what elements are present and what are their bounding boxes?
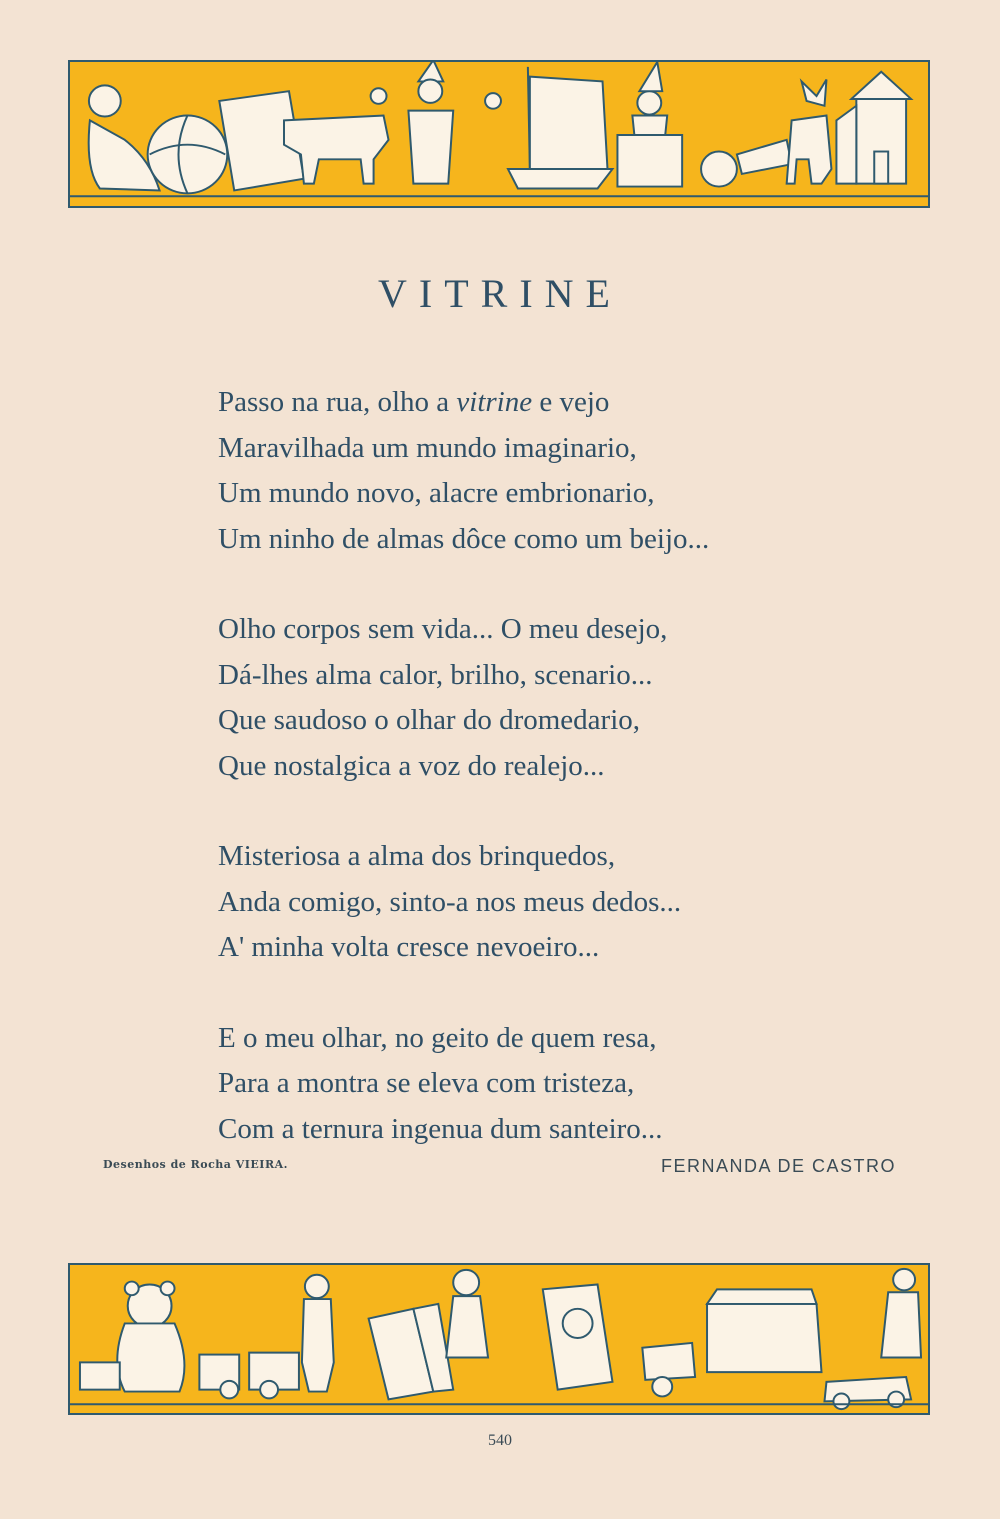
poem-line: A' minha volta cresce nevoeiro... — [218, 931, 600, 963]
poem-line: Um mundo novo, alacre embrionario, — [218, 477, 655, 509]
stanza-4 — [218, 1016, 918, 1153]
line-text: Passo na rua, olho a — [218, 386, 457, 418]
stanza-3 — [218, 834, 918, 971]
poem-line: Que saudoso o olhar do dromedario, — [218, 704, 641, 736]
stanza-2 — [218, 607, 918, 789]
poem-title: VITRINE — [378, 271, 622, 316]
poem-line: Anda comigo, sinto-a nos meus dedos... — [218, 885, 682, 918]
italic-word: vitrine — [456, 386, 533, 418]
toys-drawing-bottom — [70, 1265, 928, 1413]
poem-line: Maravilhada um mundo imaginario, — [218, 431, 637, 464]
poem-line: Para a montra se eleva com tristeza, — [218, 1067, 635, 1099]
poem-line: Dá-lhes alma calor, brilho, scenario... — [218, 658, 653, 691]
poem-line: E o meu olhar, no geito de quem resa, — [218, 1021, 657, 1054]
poem-line: Com a ternura ingenua dum santeiro... — [218, 1112, 663, 1145]
bottom-toy-illustration-banner — [68, 1263, 930, 1415]
poem-body — [218, 380, 918, 1197]
drawings-credit: Desenhos de Rocha VIEIRA. — [103, 1158, 288, 1171]
author-credit: FERNANDA DE CASTRO — [660, 1156, 896, 1176]
poem-line: Misteriosa a alma dos brinquedos, — [218, 840, 616, 872]
poem-line: Que nostalgica a voz do realejo... — [218, 749, 605, 782]
stanza-1 — [218, 380, 918, 562]
poem-line: Olho corpos sem vida... O meu desejo, — [218, 613, 668, 645]
poem-line: Um ninho de almas dôce como um beijo... — [218, 522, 710, 555]
poem-line — [218, 380, 918, 426]
toys-drawing-top — [70, 62, 928, 206]
top-toy-illustration-banner — [68, 60, 930, 208]
page-number: 540 — [488, 1432, 512, 1449]
line-text: e vejo — [532, 386, 610, 418]
